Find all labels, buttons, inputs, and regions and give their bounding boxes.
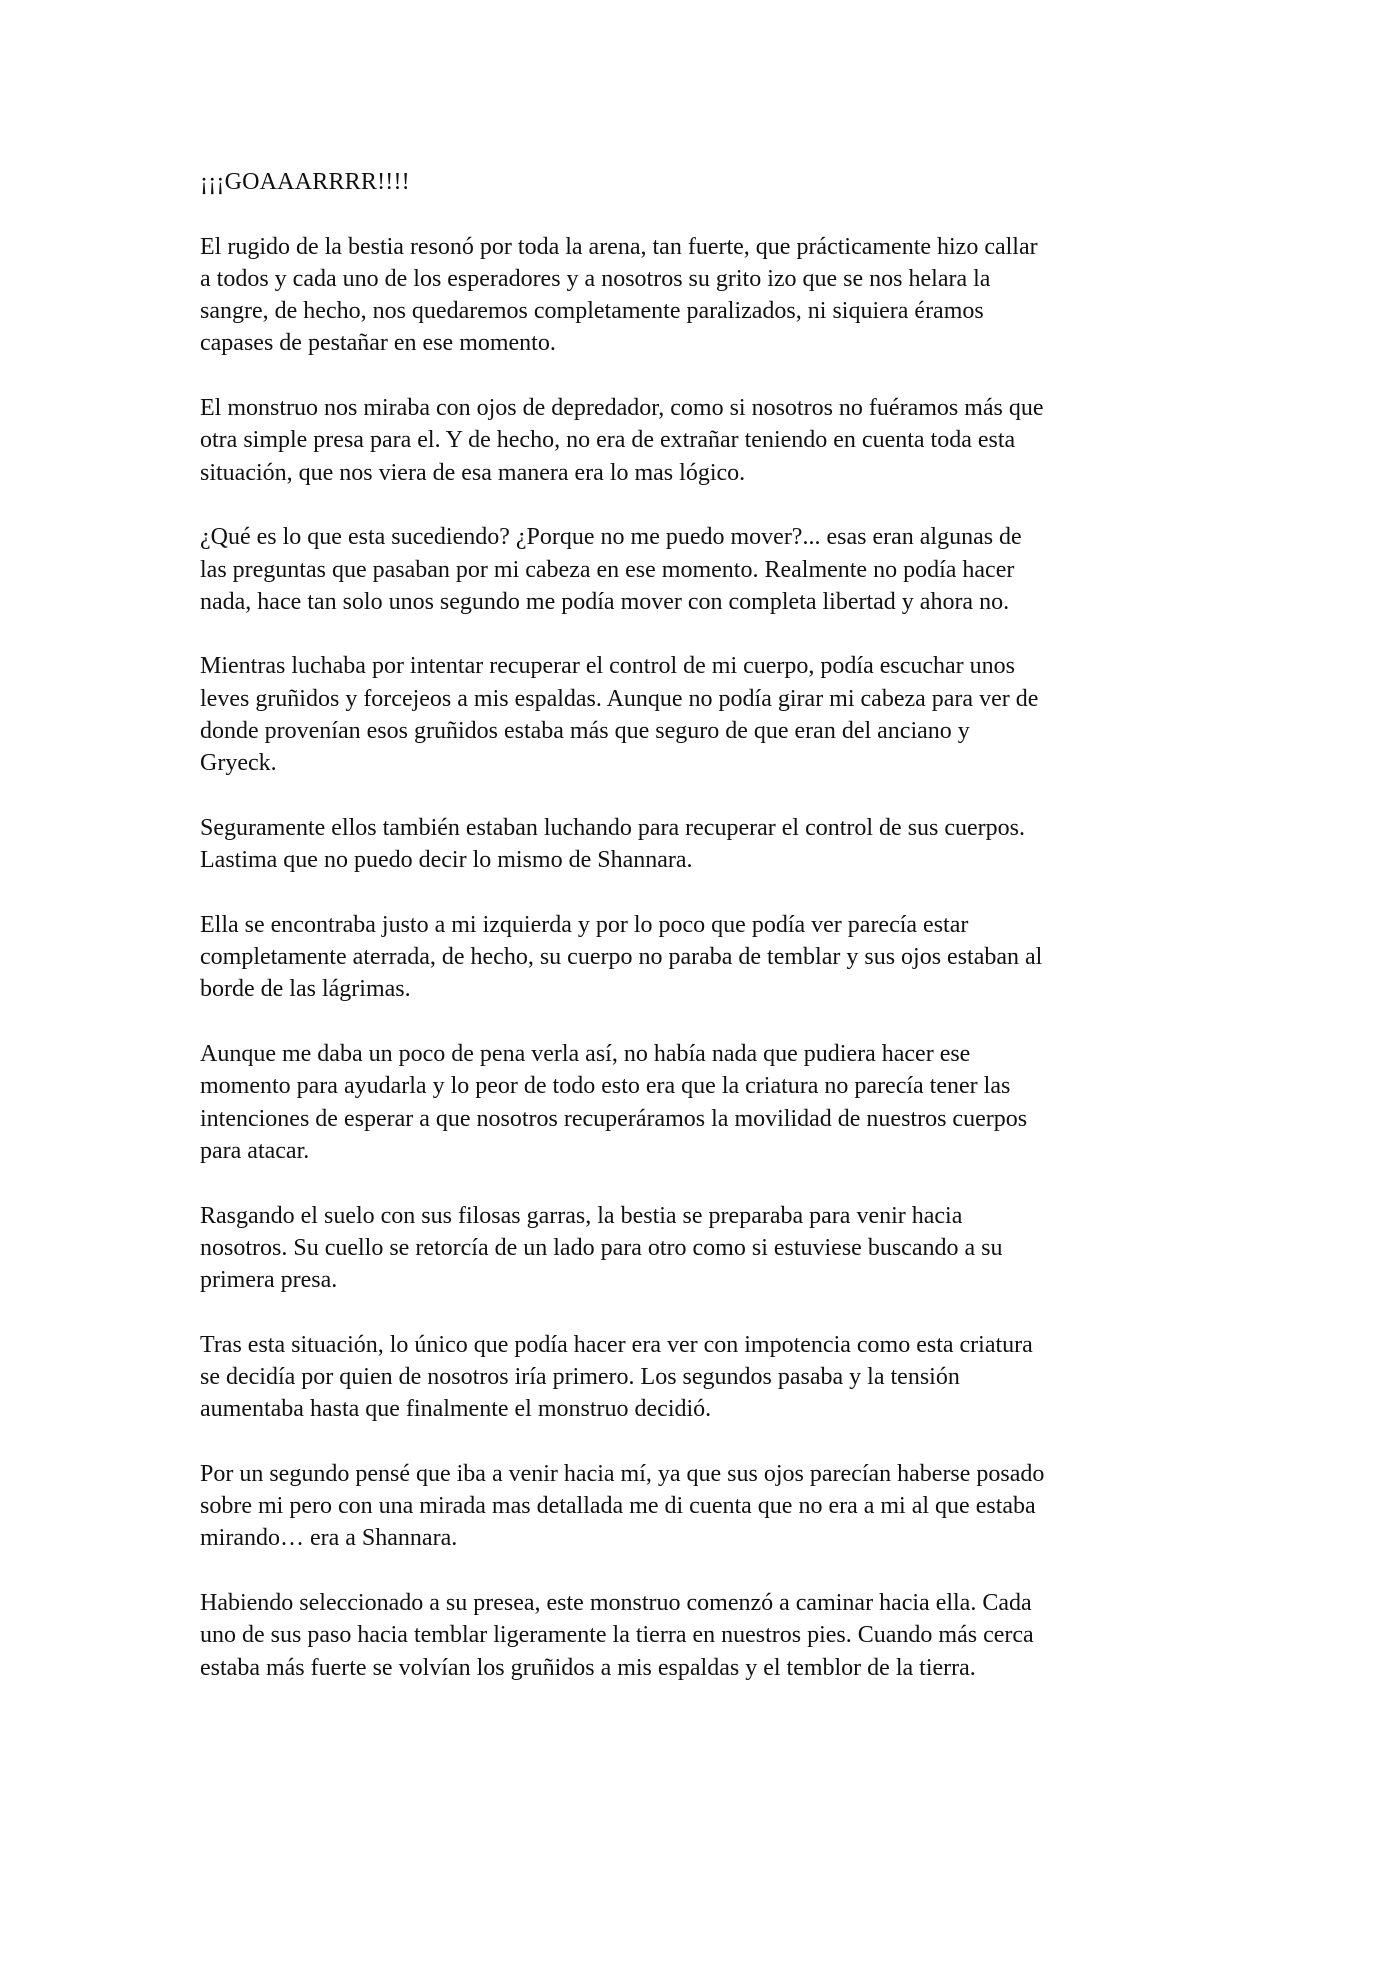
paragraph-9: Tras esta situación, lo único que podía hacer era ver con impotencia como esta criatura se decidía por quien de nosotros iría primero. Los segundos pasaba y la tensión aumentaba hasta que finalmente el monstruo decidió.	[200, 1331, 1033, 1423]
document-body	[200, 166, 1200, 1716]
paragraph-4: Mientras luchaba por intentar recuperar el control de mi cuerpo, podía escuchar unos leves gruñidos y forcejeos a mis espaldas. Aunque no podía girar mi cabeza para ver de donde provenían esos gruñidos estaba más que seguro de que eran del anciano y Gryeck.	[200, 653, 1039, 777]
paragraph-8: Rasgando el suelo con sus filosas garras, la bestia se preparaba para venir hacia nosotros. Su cuello se retorcía de un lado para otro como si estuviese buscando a su primera presa.	[200, 1202, 1003, 1294]
paragraph-7: Aunque me daba un poco de pena verla así, no había nada que pudiera hacer ese momento para ayudarla y lo peor de todo esto era que la criatura no parecía tener las intenciones de esperar a que nosotros recuperáramos la movilidad de nuestros cuerpos para atacar.	[200, 1041, 1028, 1164]
paragraph-2: El monstruo nos miraba con ojos de depredador, como si nosotros no fuéramos más que otra simple presa para el. Y de hecho, no era de extrañar teniendo en cuenta toda esta situación, que nos viera de esa manera era lo mas lógico.	[200, 395, 1044, 486]
paragraph-1: El rugido de la bestia resonó por toda la arena, tan fuerte, que prácticamente hizo callar a todos y cada uno de los esperadores y a nosotros su grito izo que se nos helara la sangre, de hecho, nos quedaremos completamente paralizados, ni siquiera éramos capases de pestañar en ese momento.	[200, 233, 1038, 357]
paragraph-11: Habiendo seleccionado a su presea, este monstruo comenzó a caminar hacia ella. Cada uno de sus paso hacia temblar ligeramente la tierra en nuestros pies. Cuando más cerca estaba más fuerte se volvían los gruñidos a mis espaldas y el temblor de la tierra.	[200, 1590, 1034, 1681]
paragraph-10: Por un segundo pensé que iba a venir hacia mí, ya que sus ojos parecían haberse posado sobre mi pero con una mirada mas detallada me di cuenta que no era a mi al que estaba mirando… era a Shannara.	[200, 1460, 1045, 1552]
paragraph-3: ¿Qué es lo que esta sucediendo? ¿Porque no me puedo mover?... esas eran algunas de las preguntas que pasaban por mi cabeza en ese momento. Realmente no podía hacer nada, hace tan solo unos segundo me podía mover con completa libertad y ahora no.	[200, 524, 1022, 615]
paragraph-6: Ella se encontraba justo a mi izquierda y por lo poco que podía ver parecía estar completamente aterrada, de hecho, su cuerpo no paraba de temblar y sus ojos estaban al borde de las lágrimas.	[200, 911, 1043, 1003]
paragraph-5: Seguramente ellos también estaban luchando para recuperar el control de sus cuerpos. Lastima que no puedo decir lo mismo de Shannara.	[200, 814, 1026, 874]
document-heading: ¡¡¡GOAAARRRR!!!!	[200, 169, 410, 195]
